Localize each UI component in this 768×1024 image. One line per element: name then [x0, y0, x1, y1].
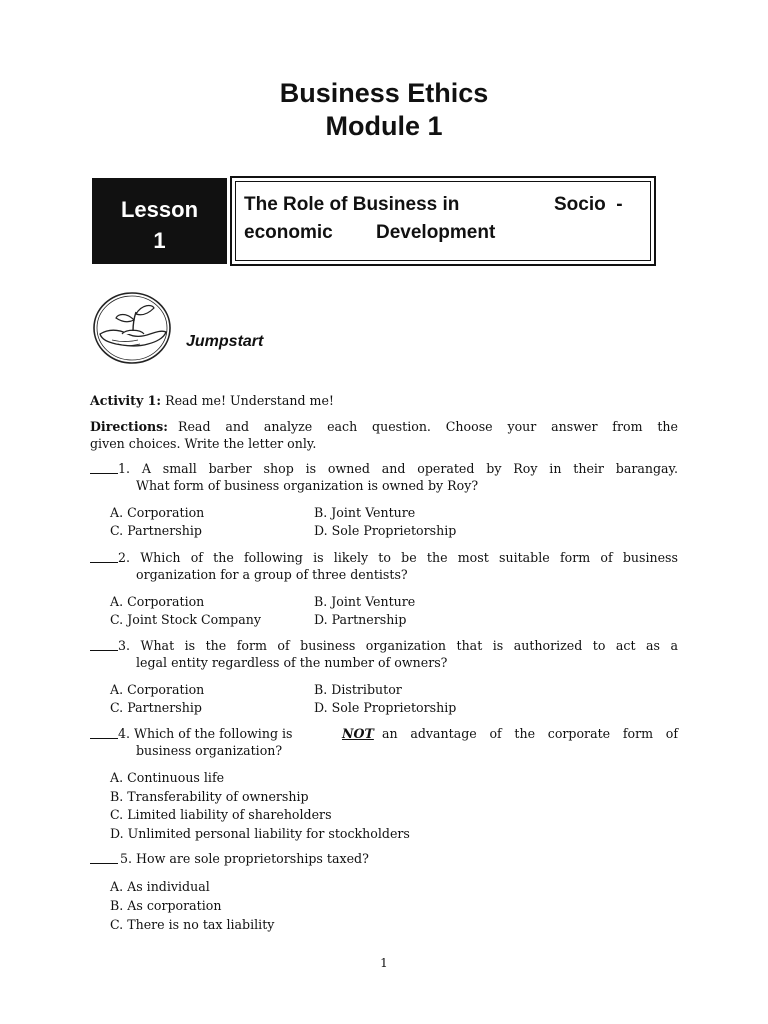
directions-text-1: Read and analyze each question. Choose your answer from the [178, 419, 678, 434]
answer-blank-5[interactable] [90, 851, 118, 864]
question-2-text-line-1: 2. Which of the following is likely to be the most suitable form of business [118, 550, 678, 565]
lesson-topic-inner-border [235, 181, 651, 261]
activity-label: Activity 1: [90, 393, 162, 408]
lesson-number: 1 [153, 228, 166, 253]
question-4-emphasis: NOT [342, 726, 374, 741]
question-5-option-c: C. There is no tax liability [110, 917, 275, 932]
question-3-option-d: D. Sole Proprietorship [314, 700, 457, 715]
question-3-option-b: B. Distributor [314, 682, 402, 697]
question-3-option-a: A. Corporation [110, 682, 205, 697]
topic-text-part3: economic [244, 222, 333, 243]
question-5-option-a: A. As individual [110, 879, 210, 894]
directions-label: Directions: [90, 419, 168, 434]
question-2-option-c: C. Joint Stock Company [110, 612, 261, 627]
question-3-option-c: C. Partnership [110, 700, 202, 715]
question-1-option-b: B. Joint Venture [314, 505, 416, 520]
question-4-option-a: A. Continuous life [110, 770, 225, 785]
question-3-text-line-1: 3. What is the form of business organization that is authorized to act as a [118, 638, 678, 653]
question-1-option-d: D. Sole Proprietorship [314, 523, 457, 538]
jumpstart-heading: Jumpstart [186, 333, 264, 350]
question-3-text-line-2: legal entity regardless of the number of owners? [136, 655, 448, 670]
hand-with-plant-icon [90, 290, 176, 366]
page-number: 1 [380, 956, 388, 970]
answer-blank-1[interactable] [90, 461, 118, 474]
topic-text-part4: Development [376, 222, 496, 243]
lesson-topic-box [230, 176, 656, 266]
question-2-option-d: D. Partnership [314, 612, 407, 627]
question-4-text-line-2: business organization? [136, 743, 283, 758]
question-4-option-c: C. Limited liability of shareholders [110, 807, 332, 822]
question-4-option-b: B. Transferability of ownership [110, 789, 309, 804]
directions-line-1 [90, 419, 678, 434]
question-4-text-post: an advantage of the corporate form of [382, 726, 678, 741]
question-1-text-line-1: 1. A small barber shop is owned and operated by Roy in their barangay. [118, 461, 678, 476]
answer-blank-3[interactable] [90, 638, 118, 651]
question-2-option-b: B. Joint Venture [314, 594, 416, 609]
document-title: Business Ethics [279, 78, 489, 108]
activity-line [90, 393, 334, 408]
question-1-text-line-2: What form of business organization is owned by Roy? [136, 478, 479, 493]
question-5-text-line-1: 5. How are sole proprietorships taxed? [120, 851, 369, 866]
question-4-text-pre: 4. Which of the following is [118, 726, 293, 741]
module-subtitle: Module 1 [325, 111, 443, 141]
question-5-option-b: B. As corporation [110, 898, 222, 913]
question-4-option-d: D. Unlimited personal liability for stockholders [110, 826, 410, 841]
question-2-option-a: A. Corporation [110, 594, 205, 609]
directions-text-2: given choices. Write the letter only. [90, 436, 317, 451]
answer-blank-2[interactable] [90, 550, 118, 563]
lesson-number-box [92, 178, 227, 264]
question-1-option-a: A. Corporation [110, 505, 205, 520]
activity-text: Read me! Understand me! [165, 393, 334, 408]
answer-blank-4[interactable] [90, 726, 118, 739]
question-1-option-c: C. Partnership [110, 523, 202, 538]
topic-text-part2: Socio - [554, 194, 623, 215]
question-2-text-line-2: organization for a group of three dentists? [136, 567, 408, 582]
topic-text-part1: The Role of Business in [244, 194, 460, 215]
lesson-label: Lesson [120, 197, 199, 222]
